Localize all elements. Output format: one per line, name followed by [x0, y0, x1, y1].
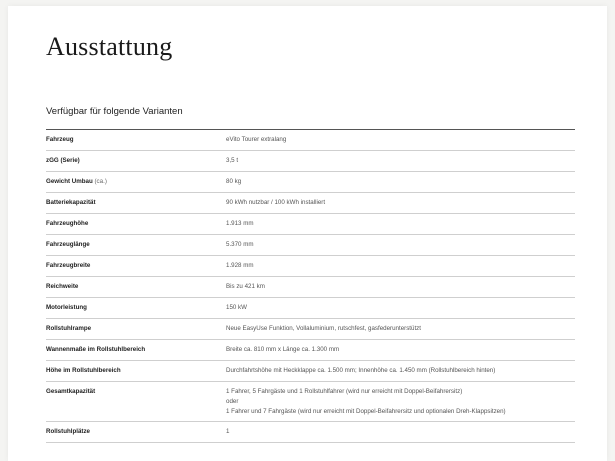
row-label [46, 340, 226, 360]
table-row [46, 193, 575, 214]
document-page [8, 6, 607, 461]
row-value-line: Bis zu 421 km [226, 283, 265, 290]
row-label [46, 422, 226, 442]
row-value [226, 235, 575, 255]
row-value-line: Breite ca. 810 mm x Länge ca. 1.300 mm [226, 346, 340, 353]
row-value [226, 382, 575, 421]
table-row [46, 361, 575, 382]
row-label [46, 256, 226, 276]
row-value [226, 193, 575, 213]
row-value-line: 1 [226, 428, 230, 435]
row-value [226, 172, 575, 192]
row-value-line: 1.913 mm [226, 220, 254, 227]
row-value [226, 361, 575, 381]
row-label [46, 298, 226, 318]
row-value [226, 214, 575, 234]
table-row [46, 277, 575, 298]
row-value-line: 90 kWh nutzbar / 100 kWh installiert [226, 199, 326, 206]
row-label-text: Fahrzeugbreite [46, 262, 91, 269]
row-label-text: Wannenmaße im Rollstuhlbereich [46, 346, 146, 353]
section-subtitle: Verfügbar für folgende Varianten [46, 106, 183, 117]
table-row [46, 172, 575, 193]
table-row [46, 298, 575, 319]
row-value [226, 298, 575, 318]
row-label-text: Fahrzeuglänge [46, 241, 90, 248]
row-label-text: zGG (Serie) [46, 157, 80, 164]
row-label [46, 277, 226, 297]
row-label [46, 319, 226, 339]
row-value [226, 130, 575, 150]
row-label [46, 130, 226, 150]
table-row [46, 256, 575, 277]
row-label [46, 172, 226, 192]
row-value [226, 151, 575, 171]
table-row [46, 340, 575, 361]
row-label-text: Motorleistung [46, 304, 87, 311]
row-label-text: Fahrzeug [46, 136, 74, 143]
row-value [226, 422, 575, 442]
row-value-line: 1.928 mm [226, 262, 254, 269]
row-value-line: oder [226, 398, 239, 405]
row-label [46, 235, 226, 255]
table-row [46, 151, 575, 172]
table-row [46, 130, 575, 151]
row-label-text: Rollstuhlplätze [46, 428, 91, 435]
row-label-text: Batteriekapazität [46, 199, 96, 206]
row-label [46, 382, 226, 421]
row-value [226, 277, 575, 297]
row-label [46, 214, 226, 234]
row-value [226, 340, 575, 360]
row-value [226, 319, 575, 339]
row-value-line: Neue EasyUse Funktion, Vollaluminium, rutschfest, gasfederunterstützt [226, 325, 421, 332]
row-label-text: Höhe im Rollstuhlbereich [46, 367, 121, 374]
table-row [46, 235, 575, 256]
row-label-text: Gewicht Umbau [46, 178, 93, 185]
row-label [46, 151, 226, 171]
row-value-line: eVito Tourer extralang [226, 136, 287, 143]
page-title: Ausstattung [46, 32, 173, 61]
row-label [46, 193, 226, 213]
row-label-text: Gesamtkapazität [46, 388, 96, 395]
row-label-text: Reichweite [46, 283, 79, 290]
row-label [46, 361, 226, 381]
row-value-line: 80 kg [226, 178, 242, 185]
row-label-text: Fahrzeughöhe [46, 220, 89, 227]
row-label-unit: (ca.) [94, 178, 107, 185]
row-value-line: 1 Fahrer, 5 Fahrgäste und 1 Rollstuhlfahrer (wird nur erreicht mit Doppel-Beifahrersitz) [226, 388, 463, 395]
spec-table [46, 129, 575, 443]
row-value [226, 256, 575, 276]
table-row [46, 214, 575, 235]
table-row [46, 319, 575, 340]
row-label-text: Rollstuhlrampe [46, 325, 92, 332]
table-row [46, 382, 575, 422]
table-row [46, 422, 575, 443]
row-value-line: Durchfahrtshöhe mit Heckklappe ca. 1.500 mm; Innenhöhe ca. 1.450 mm (Rollstuhlbereich hinten) [226, 367, 496, 374]
row-value-line: 1 Fahrer und 7 Fahrgäste (wird nur erreicht mit Doppel-Beifahrersitz und optionalen Dreh-Klappsitzen) [226, 408, 506, 415]
row-value-line: 150 kW [226, 304, 247, 311]
row-value-line: 3,5 t [226, 157, 239, 164]
row-value-line: 5.370 mm [226, 241, 254, 248]
